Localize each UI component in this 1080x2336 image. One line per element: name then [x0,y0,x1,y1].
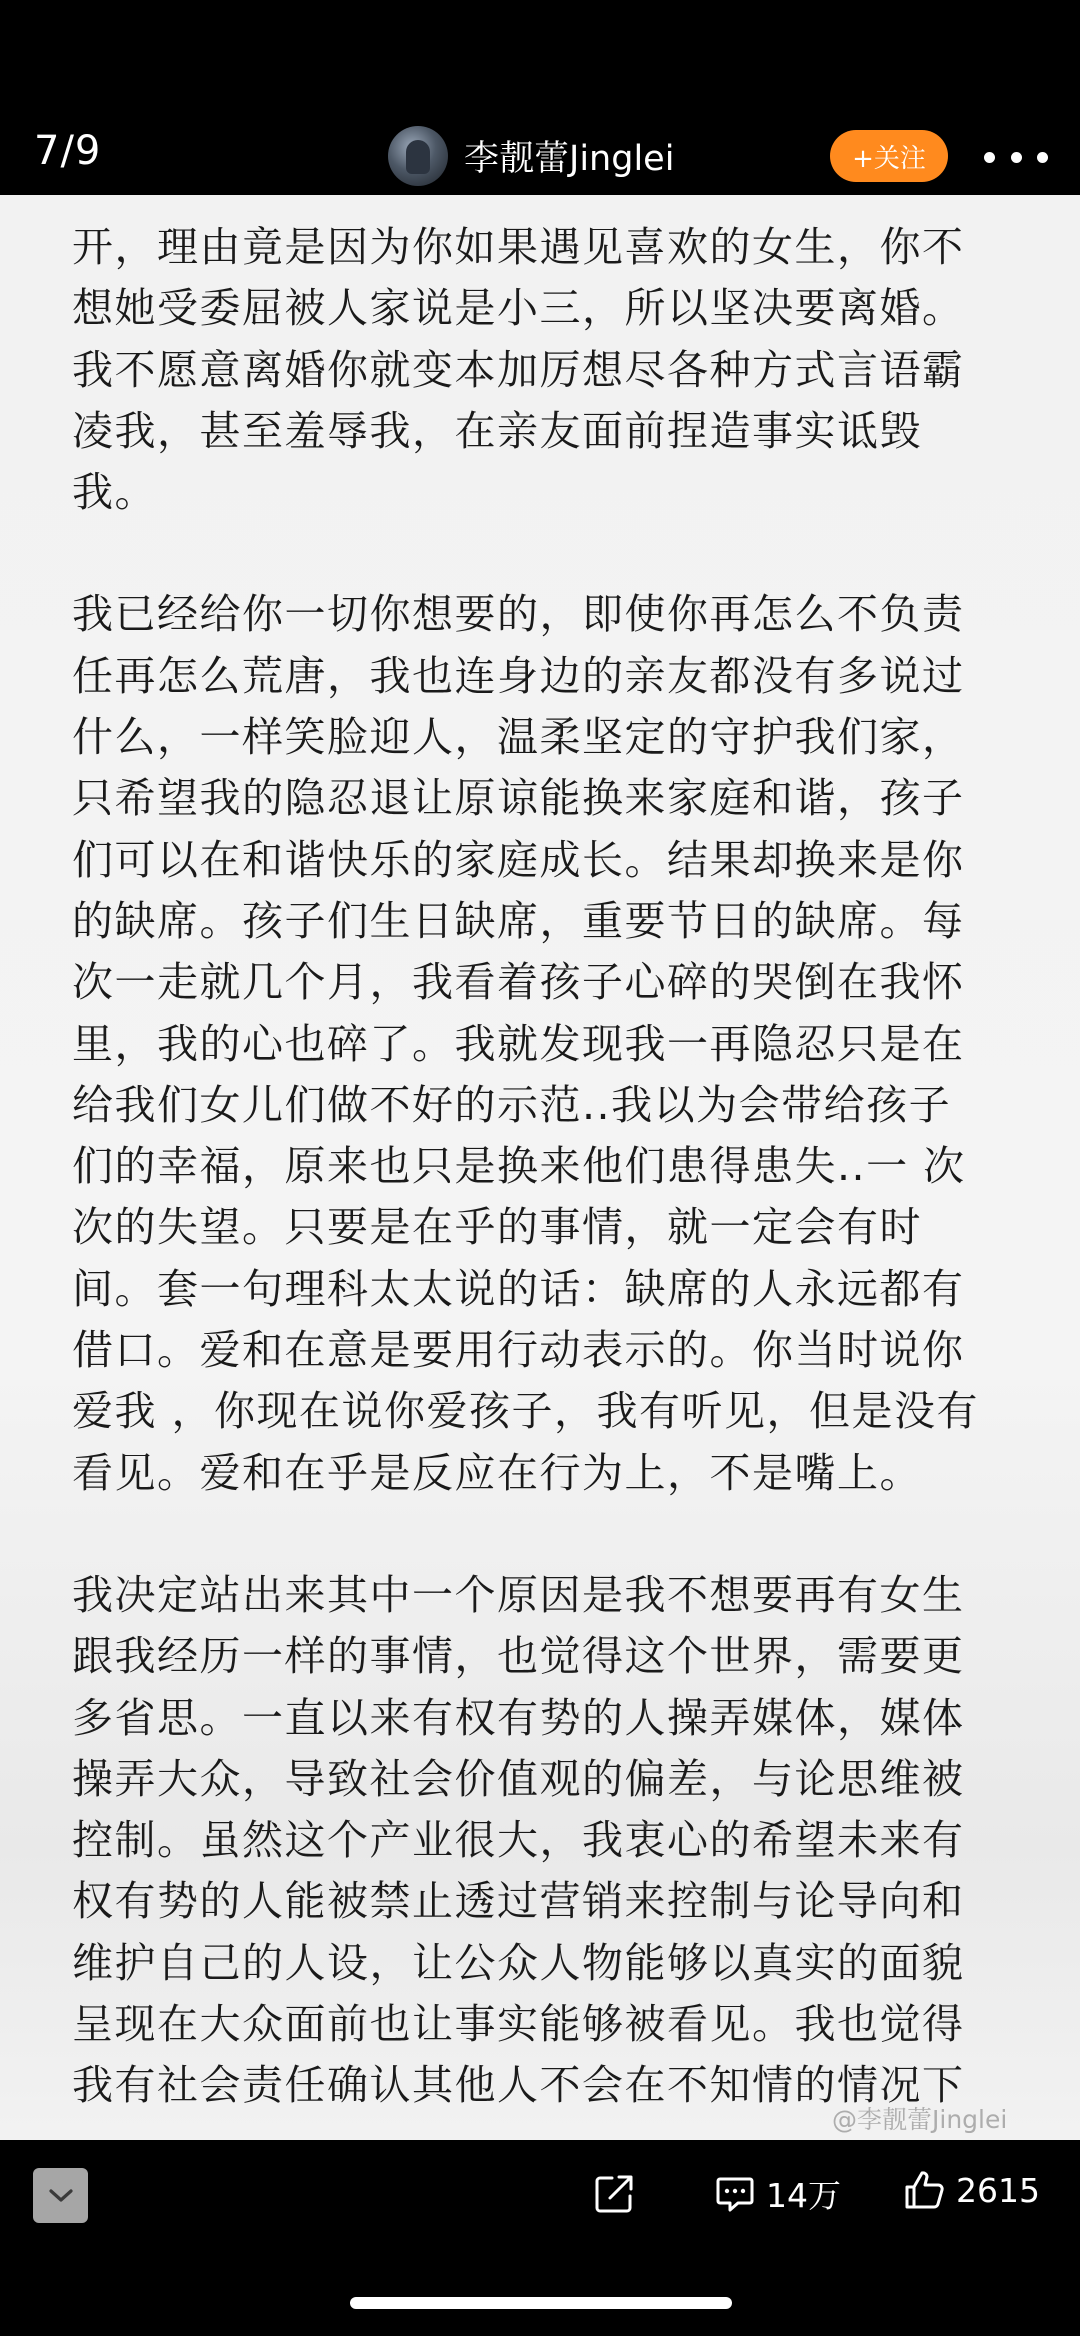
more-dot [984,152,995,163]
more-dot [1011,152,1022,163]
collapse-button[interactable] [33,2168,88,2223]
avatar[interactable] [388,126,448,186]
like-count: 2615 [956,2170,1040,2210]
top-bar [0,0,1080,195]
article-text [72,217,1012,2140]
comment-button[interactable] [714,2170,841,2217]
comment-icon [714,2173,756,2215]
more-dot [1037,152,1048,163]
follow-button[interactable]: +关注 [830,130,948,182]
watermark: @李靓蕾Jinglei [832,2105,1008,2134]
username[interactable]: 李靓蕾Jinglei [464,139,675,179]
chevron-down-icon [48,2188,74,2204]
user-info[interactable] [388,124,674,188]
paragraph: 我已经给你一切你想要的，即使你再怎么不负责 任再怎么荒唐，我也连身边的亲友都没有多说过 什么，一样笑脸迎人，温柔坚定的守护我们家， 只希望我的隐忍退让原谅能换来家庭和谐，孩子 们可以在和谐快乐的家庭成长。结果却换来是你 的缺席。孩子们生日缺席，重要节日的缺席。每 次一走就几个月，我看着孩子心碎的哭倒在我怀 里，我的心也碎了。我就发现我一再隐忍只是在 给我们女儿们做不好的示范..我以为会带给孩子 们的幸福，原来也只是换来他们患得患失..一 次 次的失望。只要是在乎的事情，就一定会有时 间。套一句理科太太说的话：缺席的人永远都有 借口。爱和在意是要用行动表示的。你当时说你 爱我 ，你现在说你爱孩子，我有听见，但是没有 看见。爱和在乎是反应在行为上，不是嘴上。 [72,590,980,1497]
paragraph: 开，理由竟是因为你如果遇见喜欢的女生，你不 想她受委屈被人家说是小三，所以坚决要离婚。 我不愿意离婚你就变本加厉想尽各种方式言语霸 凌我，甚至羞辱我，在亲友面前捏造事实诋毁 我。 [72,223,965,517]
post-image[interactable] [0,195,1080,2140]
page-counter: 7/9 [34,128,102,174]
thumbs-up-icon [902,2168,946,2212]
comment-count: 14万 [766,2176,841,2215]
more-icon[interactable] [984,144,1048,170]
like-button[interactable] [902,2168,1040,2212]
share-icon [592,2172,636,2216]
paragraph: 我决定站出来其中一个原因是我不想要再有女生 跟我经历一样的事情，也觉得这个世界，需要更 多省思。一直以来有权有势的人操弄媒体，媒体 操弄大众，导致社会价值观的偏差，与论思维被 控制。虽然这个产业很大，我衷心的希望未来有 权有势的人能被禁止透过营销来控制与论导向和 维护自己的人设，让公众人物能够以真实的面貌 呈现在大众面前也让事实能够被看见。我也觉得 我有社会责任确认其他人不会在不知情的情况下 [72,1570,965,2110]
share-button[interactable] [592,2172,636,2216]
home-indicator[interactable] [350,2297,732,2309]
